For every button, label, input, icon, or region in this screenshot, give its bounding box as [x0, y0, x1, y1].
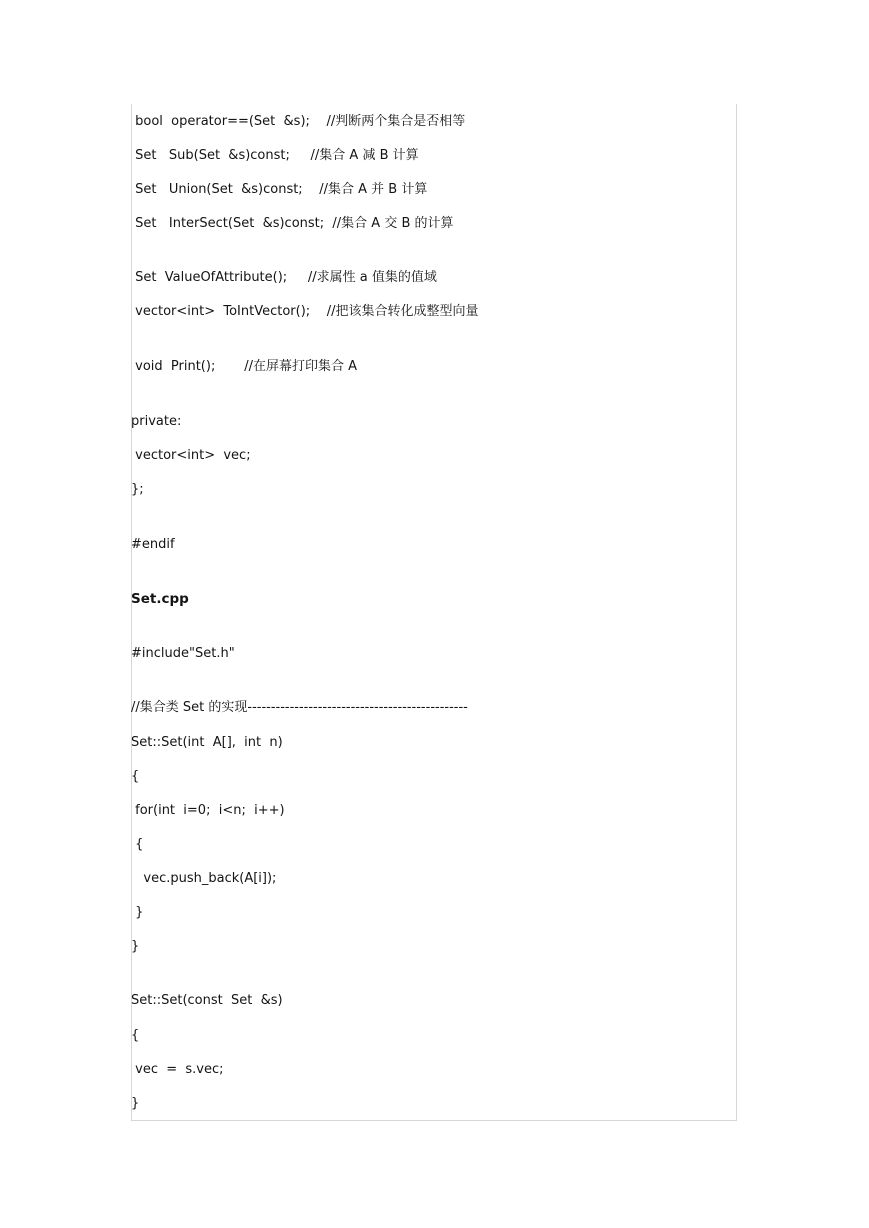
code-line-brace-open-2: { — [131, 1028, 140, 1043]
code-line-copy-ctor: Set::Set(const Set &s) — [131, 993, 283, 1008]
code-line-loop-brace-open: { — [131, 837, 144, 852]
code-line-operator-equals: bool operator==(Set &s); //判断两个集合是否相等 — [131, 114, 466, 129]
code-line-to-int-vector: vector<int> ToIntVector(); //把该集合转化成整型向量 — [131, 304, 479, 319]
code-line-class-end: }; — [131, 482, 144, 497]
code-line-brace-close: } — [131, 939, 140, 954]
code-line-for-loop: for(int i=0; i<n; i++) — [131, 803, 285, 818]
code-line-private: private: — [131, 414, 182, 429]
code-frame — [131, 104, 737, 1121]
code-line-ctor-array: Set::Set(int A[], int n) — [131, 735, 283, 750]
code-line-value-of-attribute: Set ValueOfAttribute(); //求属性 a 值集的值域 — [131, 270, 437, 285]
code-line-impl-comment: //集合类 Set 的实现----------------------------------------------- — [131, 700, 468, 715]
code-line-print: void Print(); //在屏幕打印集合 A — [131, 359, 358, 374]
code-line-endif: #endif — [131, 537, 175, 552]
code-line-brace-close-2: } — [131, 1096, 140, 1111]
code-line-loop-brace-close: } — [131, 905, 144, 920]
code-line-vec-member: vector<int> vec; — [131, 448, 251, 463]
code-line-vec-assign: vec = s.vec; — [131, 1062, 224, 1077]
code-line-push-back: vec.push_back(A[i]); — [131, 871, 277, 886]
code-line-union: Set Union(Set &s)const; //集合 A 并 B 计算 — [131, 182, 428, 197]
code-line-include: #include"Set.h" — [131, 646, 235, 661]
code-line-intersect: Set InterSect(Set &s)const; //集合 A 交 B 的计算 — [131, 216, 454, 231]
code-line-brace-open: { — [131, 769, 140, 784]
code-line-sub: Set Sub(Set &s)const; //集合 A 减 B 计算 — [131, 148, 419, 163]
section-heading-set-cpp: Set.cpp — [131, 591, 189, 607]
